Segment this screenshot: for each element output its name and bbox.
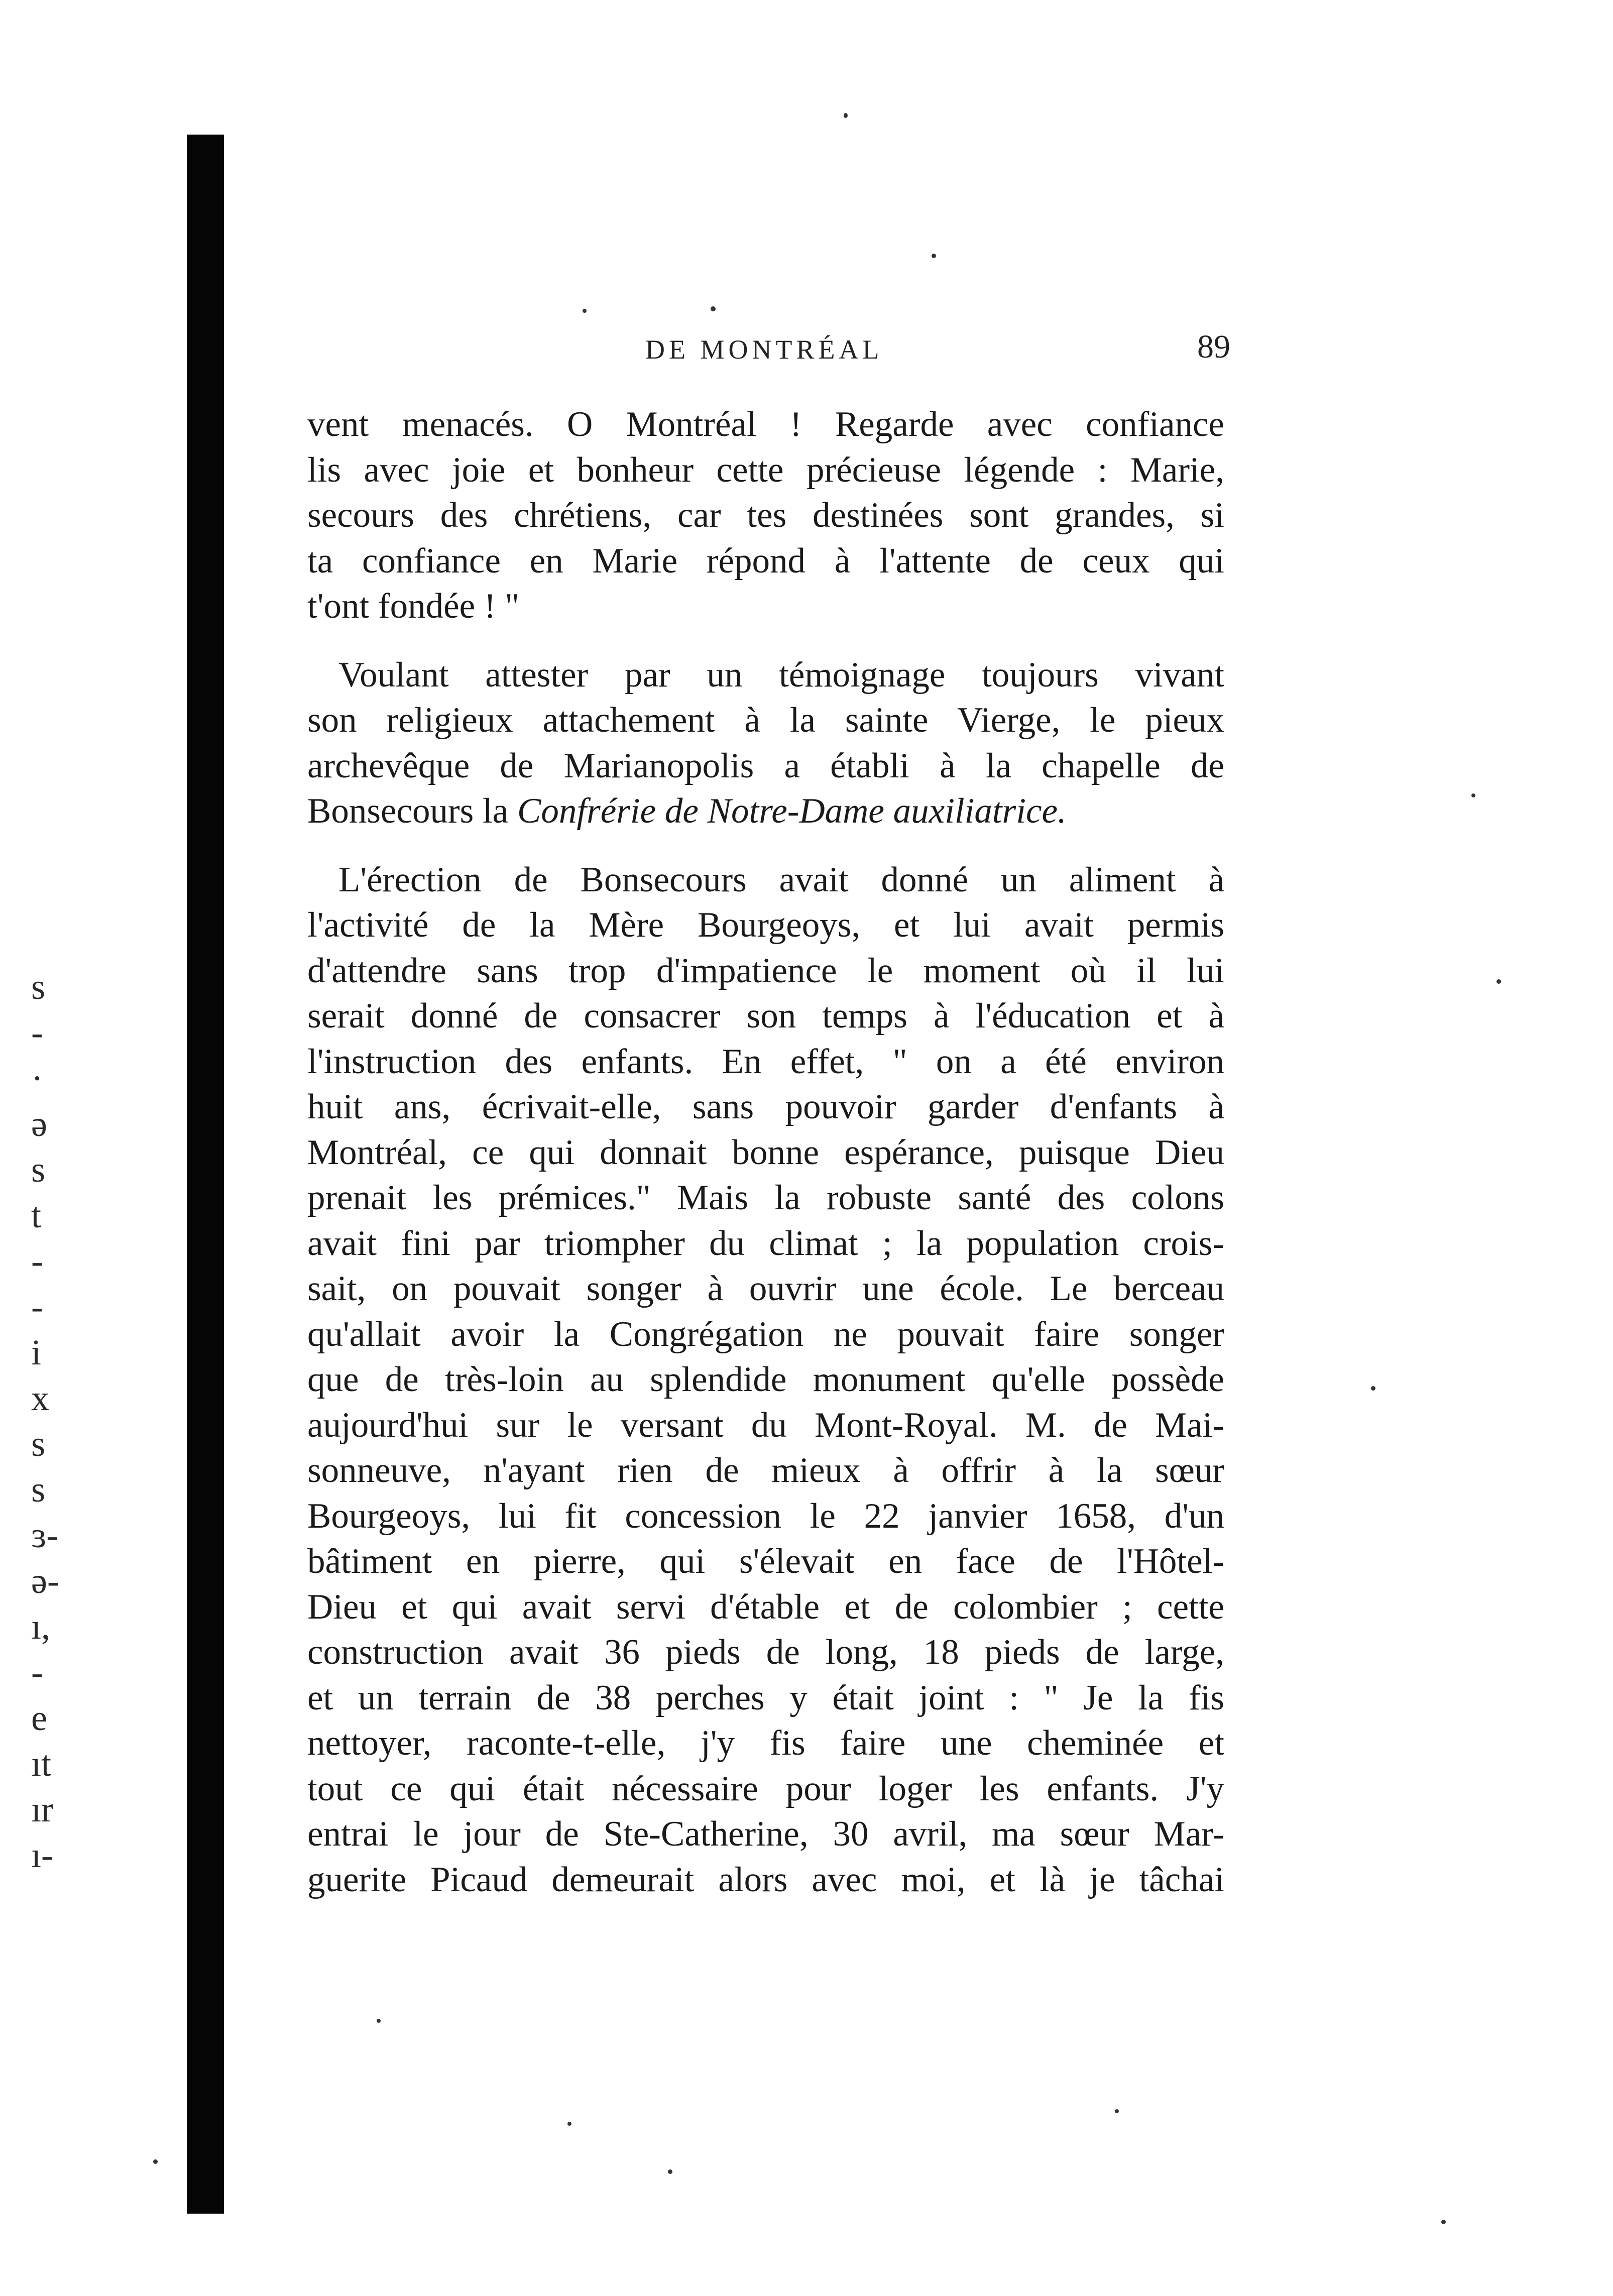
text-line: L'érection de Bonsecours avait donné un aliment à [338,860,1224,899]
fragment: ı, [31,1606,51,1647]
fragment: s [31,1150,46,1190]
text-line: construction avait 36 pieds de long, 18 pieds de large, [307,1633,1224,1672]
fragment: ır [31,1789,53,1829]
paragraph-gap [307,629,1224,652]
text-line: l'activité de la Mère Bourgeoys, et lui avait permis [307,905,1224,945]
fragment: i [31,1332,42,1372]
text-line: t'ont fondée ! " [307,587,520,626]
fragment: - [31,1241,43,1281]
fragment: ə [31,1104,47,1144]
fragment: - [31,1012,43,1053]
scan-speck [1115,2109,1119,2113]
text-line: archevêque de Marianopolis a établi à la chapelle de [307,746,1224,785]
text-line: entrai le jour de Ste-Catherine, 30 avril, ma sœur Mar- [307,1814,1224,1854]
scan-speck [1471,793,1475,797]
paragraph-2 [307,652,1224,834]
text-line: vent menacés. O Montréal ! Regarde avec confiance [307,405,1224,444]
scan-speck [1496,979,1501,984]
fragment: x [31,1378,49,1418]
text-line: secours des chrétiens, car tes destinées sont grandes, si [307,496,1224,535]
text-line [307,788,1224,834]
text-line: Dieu et qui avait servi d'étable et de colombier ; cette [307,1587,1224,1627]
scan-speck [567,2122,571,2126]
paragraph-1 [307,402,1224,629]
text-line: bâtiment en pierre, qui s'élevait en face de l'Hôtel- [307,1542,1224,1581]
text-line: guerite Picaud demeurait alors avec moi, et là je tâchai [307,1860,1224,1899]
fragment: t [31,1195,42,1235]
text-line: Bourgeoys, lui fit concession le 22 janvier 1658, d'un [307,1496,1224,1536]
text-line: son religieux attachement à la sainte Vierge, le pieux [307,701,1224,740]
text-line: sonneuve, n'ayant rien de mieux à offrir à la sœur [307,1451,1224,1490]
body-text [307,402,1224,1902]
text-line: Voulant attester par un témoignage toujours vivant [338,655,1224,695]
text-line: nettoyer, raconte-t-elle, j'y fis faire une cheminée et [307,1724,1224,1763]
fragment: s [31,1469,46,1510]
scan-speck [583,309,587,313]
scan-speck [932,254,936,258]
text-line: aujourd'hui sur le versant du Mont-Royal. M. de Mai- [307,1405,1224,1445]
text-line: d'attendre sans trop d'impatience le moment où il lui [307,951,1224,990]
confrerie-title: Confrérie de Notre-Dame auxiliatrice. [517,791,1067,831]
fragment: s [31,1424,46,1464]
text-line: lis avec joie et bonheur cette précieuse légende : Marie, [307,450,1224,490]
scan-speck [711,306,716,311]
text-line: ta confiance en Marie répond à l'attente de ceux qui [307,541,1224,581]
text-line: serait donné de consacrer son temps à l'éducation et à [307,996,1224,1036]
fragment: e [31,1698,47,1738]
scan-speck [844,113,848,118]
text-line: prenait les prémices." Mais la robuste santé des colons [307,1178,1224,1217]
text-line: tout ce qui était nécessaire pour loger les enfants. J'y [307,1769,1224,1808]
text-line: sait, on pouvait songer à ouvrir une école. Le berceau [307,1269,1224,1308]
running-head: DE MONTRÉAL [645,334,883,365]
fragment: - [31,1287,43,1327]
binding-shadow-strip [187,135,224,2214]
text-line: l'instruction des enfants. En effet, " on a été environ [307,1042,1224,1081]
text-line: Montréal, ce qui donnait bonne espérance, puisque Dieu [307,1132,1224,1172]
fragment: - [31,1652,43,1692]
fragment: · [31,1058,43,1098]
page-header [301,324,1230,374]
scan-speck [1441,2220,1446,2224]
paragraph-3 [307,857,1224,1903]
scan-speck [377,2019,381,2023]
text-line: huit ans, écrivait-elle, sans pouvoir garder d'enfants à [307,1087,1224,1126]
fragment: ı- [31,1835,53,1875]
text-line-prefix: Bonsecours la [307,791,518,831]
scan-speck [1371,1386,1375,1391]
paragraph-gap [307,834,1224,857]
text-line: qu'allait avoir la Congrégation ne pouvait faire songer [307,1314,1224,1354]
scan-speck [668,2169,672,2174]
fragment: ıt [31,1744,52,1784]
fragment: ə- [31,1561,59,1601]
text-line: avait fini par triompher du climat ; la population crois- [307,1223,1224,1263]
adjacent-page-fragments [31,964,152,1878]
text-line: que de très-loin au splendide monument qu'elle possède [307,1360,1224,1399]
scan-speck [153,2159,158,2164]
fragment: s [31,967,46,1007]
page-number: 89 [1197,328,1230,365]
text-line: et un terrain de 38 perches y était joint : " Je la fis [307,1678,1224,1717]
fragment: ɜ- [31,1515,59,1555]
